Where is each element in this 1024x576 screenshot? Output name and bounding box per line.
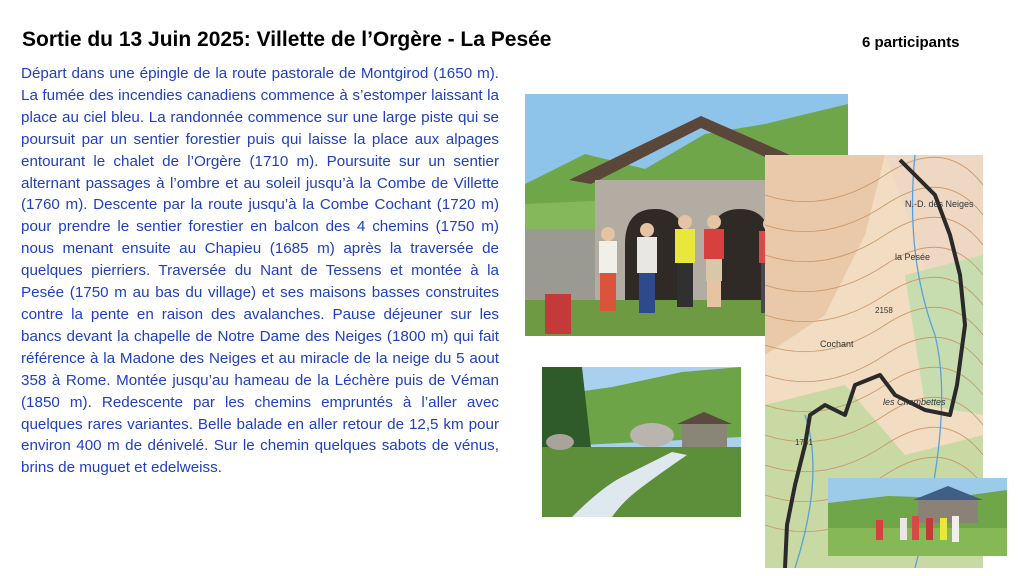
slide-title: Sortie du 13 Juin 2025: Villette de l’Orgère - La Pesée: [22, 28, 552, 51]
map-label-chambettes: les Chambettes: [883, 397, 946, 407]
map-label-alt2: 1751: [795, 438, 813, 447]
participants-count: 6 participants: [862, 34, 960, 51]
group-barn-photo: [828, 478, 1007, 556]
map-label-neiges: N.-D. des Neiges: [905, 199, 974, 209]
map-label-alt1: 2158: [875, 306, 893, 315]
stream-photo: [542, 367, 741, 517]
map-label-pesee: la Pesée: [895, 252, 931, 262]
description-paragraph: Départ dans une épingle de la route pastorale de Montgirod (1650 m). La fumée des incendies canadiens commence à s’estomper laissant la place au ciel bleu. La randonnée commence sur une large piste qui se poursuit par un sentier forestier puis qui laisse la place aux alpages entourant le chalet de l’Orgère (1710 m). Poursuite sur un sentier alternant passages à l’ombre et au soleil jusqu’à la Combe de Villette (1760 m). Descente par la route jusqu’à la Combe Cochant (1720 m) pour prendre le sentier forestier en balcon des 4 chemins (1750 m) nous menant ensuite au Chapieu (1685 m) après la traversée de quelques pierriers. Traversée du Nant de Tessens et montée à la Pesée (1750 m au bas du village) et ses maisons basses construites contre la pente en raison des avalanches. Pause déjeuner sur les bancs devant la chapelle de Notre Dame des Neiges (1800 m) qui fait référence à la Madone des Neiges et au miracle de la neige du 5 aout 358 à Rome. Montée jusqu’au hameau de la Léchère puis de Véman (1850 m). Redescente par les chemins empruntés à l’aller avec quelques rares variantes. Belle balade en aller retour de 12,5 km pour environ 400 m de dénivelé. Sur le chemin quelques sabots de vénus, brins de muguet et edelweiss.: [21, 65, 499, 477]
map-label-cochant: Cochant: [820, 339, 854, 349]
hike-description: [21, 63, 499, 479]
